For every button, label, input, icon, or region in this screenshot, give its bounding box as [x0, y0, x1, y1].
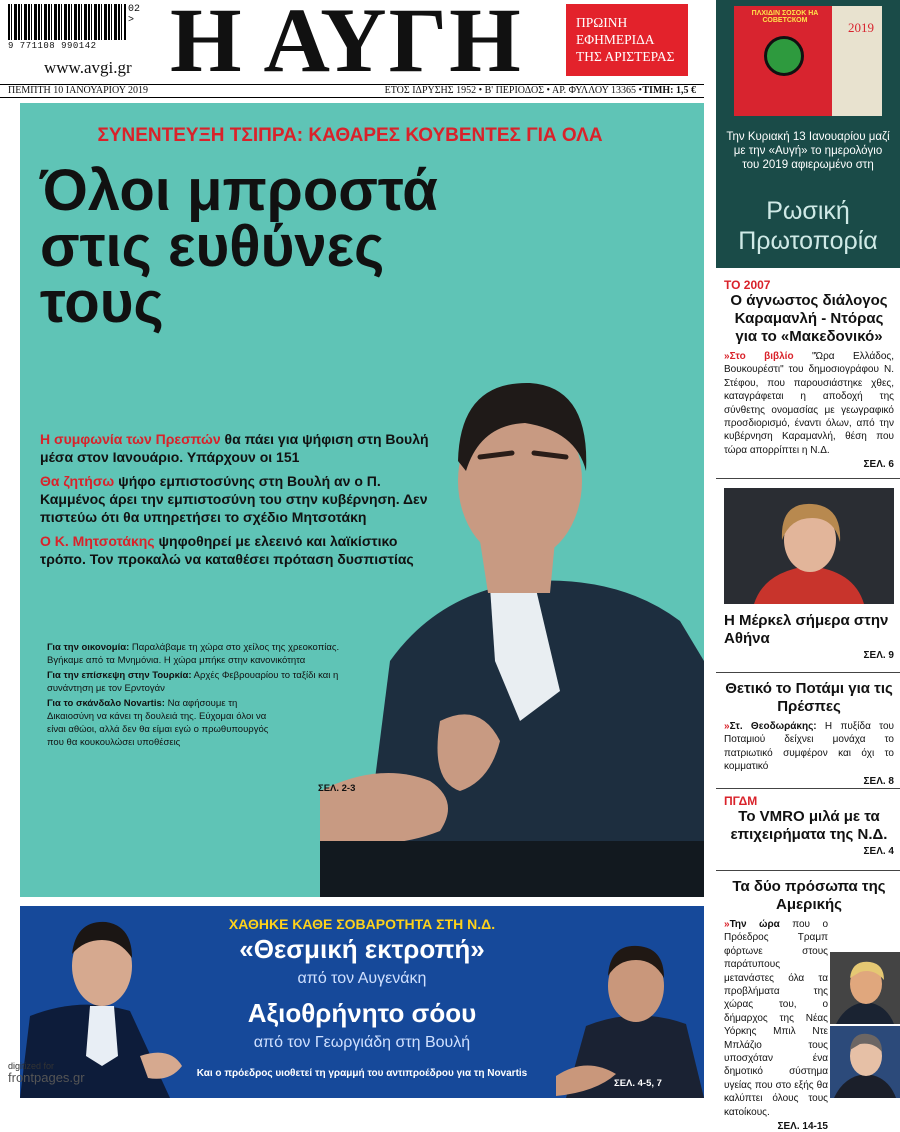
story-title: Το VMRO μιλά με τα επιχειρήματα της Ν.Δ.: [730, 808, 888, 843]
calendar-image: [734, 6, 882, 116]
detail-paragraph: [47, 669, 377, 695]
sidebar-story[interactable]: [724, 612, 894, 661]
tagline-line: ΠΡΩΙΝΗ: [576, 15, 628, 30]
headline-line: τους: [40, 270, 164, 335]
detail-paragraph: [47, 697, 277, 749]
story-kicker: ΠΓΔΜ: [724, 794, 758, 808]
tagline-line: ΤΗΣ ΑΡΙΣΤΕΡΑΣ: [576, 49, 675, 64]
page-ref: ΣΕΛ. 2-3: [318, 783, 356, 794]
promo-title: [716, 196, 900, 256]
merkel-photo: [724, 488, 894, 604]
watermark: [8, 1060, 85, 1084]
arrow-icon: »: [724, 721, 730, 732]
tagline-line: ΕΦΗΜΕΡΙΔΑ: [576, 32, 655, 47]
lead-text: ψήφο εμπιστοσύνης στη Βουλή αν ο Π. Καμμένος άρει την εμπιστοσύνη του στην κυβέρνηση. Δεν πιστεύω ότι θα υπηρετήσει το σχέδιο Μητσοτάκη: [40, 473, 428, 525]
sidebar-story[interactable]: [724, 278, 894, 470]
divider: [716, 672, 900, 673]
main-story[interactable]: [20, 103, 704, 897]
watermark-site: frontpages.gr: [8, 1070, 85, 1085]
divider: [716, 788, 900, 789]
banner-title-1: «Θεσμική εκτροπή»: [239, 934, 485, 964]
story-title: Η Μέρκελ σήμερα στην Αθήνα: [724, 612, 889, 647]
headline-line: στις ευθύνες: [40, 214, 385, 279]
trump-photo: [830, 952, 900, 1024]
lead-paragraph: [40, 472, 440, 526]
divider: [716, 478, 900, 479]
story-title: Τα δύο πρόσωπα της Αμερικής: [732, 878, 886, 913]
dateline: [0, 84, 704, 98]
page-ref: ΣΕΛ. 4-5, 7: [614, 1078, 662, 1089]
divider: [716, 870, 900, 871]
detail-paragraph: [47, 641, 377, 667]
sidebar-story[interactable]: [724, 680, 894, 787]
headline-line: Όλοι μπροστά: [40, 158, 438, 223]
banner-title-2: Αξιοθρήνητο σόου: [247, 998, 477, 1028]
site-url[interactable]: www.avgi.gr: [44, 58, 132, 77]
page-ref: ΣΕΛ. 9: [863, 650, 894, 661]
detail-text: Αρχές Φεβρουαρίου το ταξίδι και η συνάντηση με τον Ερντογάν: [47, 670, 339, 694]
story-body: [724, 350, 894, 457]
story-body: [724, 918, 828, 1119]
promo-text: Την Κυριακή 13 Ιανουαρίου μαζί με την «Αυγή» το ημερολόγιο του 2019 αφιερωμένο στη: [726, 131, 890, 171]
lead-text: θα πάει για ψήφιση στη Βουλή μέσα στον Ιανουάριο. Υπάρχουν οι 151: [40, 431, 429, 465]
story-text: Η πυξίδα του Ποταμιού δείχνει μονάχα το πατριωτικό συμφέρον και όχι το κομματικό: [724, 721, 894, 773]
story-kicker: ΤΟ 2007: [724, 278, 771, 292]
lead-highlight: Η συμφωνία των Πρεσπών: [40, 431, 221, 447]
detail-label: Για το σκάνδαλο Novartis:: [47, 698, 165, 709]
price: ΤΙΜΗ: 1,5 €: [642, 85, 696, 96]
issue-date: ΠΕΜΠΤΗ 10 ΙΑΝΟΥΑΡΙΟΥ 2019: [8, 85, 149, 96]
banner-note: Και ο πρόεδρος υιοθετεί τη γραμμή του αντιπροέδρου για τη Novartis: [196, 1068, 528, 1079]
banner-sub-2: από τον Γεωργιάδη στη Βουλή: [253, 1034, 471, 1051]
detail-text: Να αφήσουμε τη Δικαιοσύνη να κάνει τη δουλειά της. Εύχομαι όλοι να είναι αθώοι, αλλά δεν θα είμαι εγώ ο πρωθυπουργός που θα κουκουλώσει υποθέσεις: [47, 698, 269, 748]
story-lead: Στ. Θεοδωράκης:: [729, 721, 817, 732]
calendar-promo[interactable]: [716, 0, 900, 268]
lead-highlight: Ο Κ. Μητσοτάκης: [40, 533, 155, 549]
story-title: Θετικό το Ποτάμι για τις Πρέσπες: [725, 680, 893, 715]
issue-meta: ΕΤΟΣ ΙΔΡΥΣΗΣ 1952 • Β' ΠΕΡΙΟΔΟΣ • ΑΡ. ΦΥΛΛΟΥ 13365 •: [384, 85, 642, 96]
story-text: "Ώρα Ελλάδος, Βουκουρέστι" του δημοσιογράφου Ν. Στέφου, που παρουσιάστηκε χθες, καταγράφεται η αποδοχή της σύνθετης ονομασίας με γεωγραφικό προσδιορισμό, έναντι όλων, από την κυβέρνηση Καραμανλή, θέση που τώρα απορρίπτει η Ν.Δ.: [724, 351, 894, 456]
barcode: [8, 4, 141, 51]
calendar-year: 2019: [848, 20, 874, 35]
issue-code: 02 >: [128, 4, 141, 26]
banner-sub-1: από τον Αυγενάκη: [297, 970, 427, 987]
barcode-digits: 9 771108 990142: [8, 41, 97, 51]
page-ref: ΣΕΛ. 14-15: [777, 1121, 828, 1132]
barcode-bars: [8, 4, 126, 40]
page-ref: ΣΕΛ. 4: [863, 846, 894, 857]
main-leads: [40, 430, 440, 574]
banner-kicker: ΧΑΘΗΚΕ ΚΑΘΕ ΣΟΒΑΡΟΤΗΤΑ ΣΤΗ Ν.Δ.: [228, 916, 496, 932]
story-body: [724, 720, 894, 774]
page-ref: ΣΕΛ. 6: [863, 459, 894, 471]
watermark-line: digitized for: [8, 1061, 55, 1071]
tagline-box: [566, 4, 688, 76]
story-lead: Στο βιβλίο: [729, 351, 794, 362]
calendar-figure: [764, 36, 804, 76]
promo-title-line: Ρωσική: [766, 197, 850, 225]
lead-highlight: Θα ζητήσω: [40, 473, 115, 489]
promo-title-line: Πρωτοπορία: [738, 227, 878, 255]
story-lead: Την ώρα: [729, 919, 780, 930]
newspaper-logo: Η ΑΥΓΗ: [170, 0, 523, 91]
sidebar-story[interactable]: [724, 794, 894, 857]
page-ref: ΣΕΛ. 8: [863, 775, 894, 787]
detail-label: Για την οικονομία:: [47, 642, 130, 653]
lead-paragraph: [40, 532, 440, 568]
bottom-banner[interactable]: [20, 906, 704, 1098]
deblasio-photo: [830, 1026, 900, 1098]
main-kicker: ΣΥΝΕΝΤΕΥΞΗ ΤΣΙΠΡΑ: ΚΑΘΑΡΕΣ ΚΟΥΒΕΝΤΕΣ ΓΙΑ ΟΛΑ: [97, 125, 603, 146]
story-text: που ο Πρόεδρος Τραμπ φόρτωνε στους παράτυπους μετανάστες όλα τα προβλήματα της χώρας του, ο δήμαρχος της Νέας Υόρκης Μπιλ Ντε Μπλάζιο τους υποσχόταν ένα δημοτικό σύστημα υγείας που στο εξής θα καλύπτει όλους τους κατοίκους.: [724, 919, 828, 1118]
detail-text: Παραλάβαμε τη χώρα στο χείλος της χρεοκοπίας. Βγήκαμε από τα Μνημόνια. Η χώρα μπήκε στην κανονικότητα: [47, 642, 340, 666]
main-details: [47, 641, 377, 751]
main-headline: [40, 158, 690, 335]
detail-label: Για την επίσκεψη στην Τουρκία:: [47, 670, 192, 681]
arrow-icon: »: [724, 351, 730, 362]
story-title: Ο άγνωστος διάλογος Καραμανλή - Ντόρας για το «Μακεδονικό»: [730, 292, 888, 345]
arrow-icon: »: [724, 919, 730, 930]
lead-paragraph: [40, 430, 440, 466]
lead-text: ψηφοθηρεί με ελεεινό και λαϊκίστικο τρόπο. Τον προκαλώ να καταθέσει πρόταση δυσπιστίας: [40, 533, 414, 567]
calendar-brand: ΠΛΧΙΔΙΝ ΣΟΣΟΚ НА СОВЕТСКОМ: [751, 10, 819, 24]
